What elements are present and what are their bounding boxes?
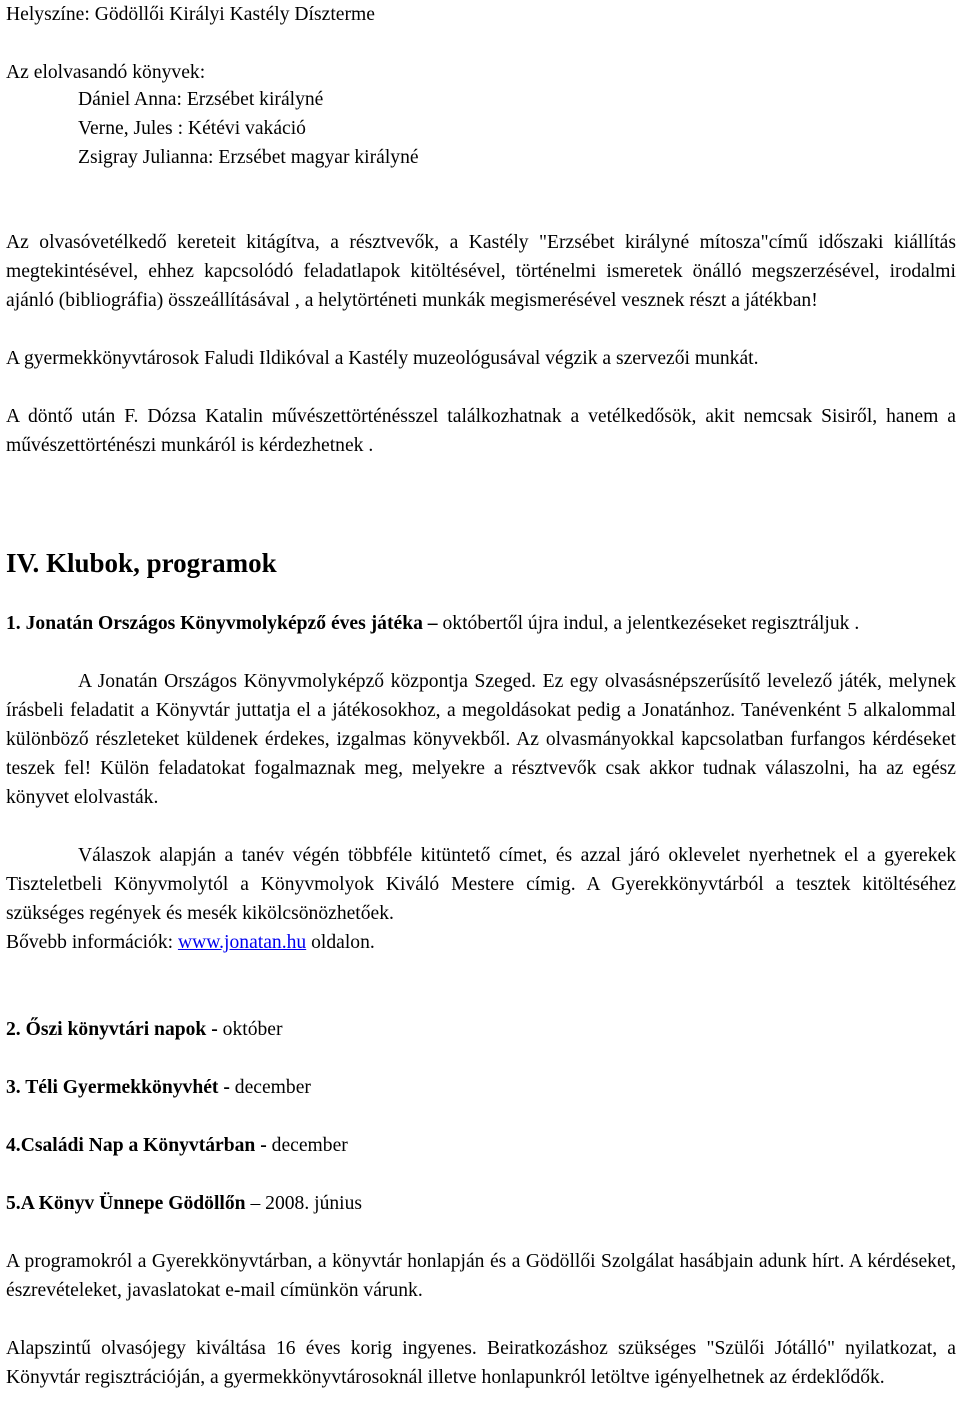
program-title: 2. Őszi könyvtári napok -: [6, 1019, 218, 1040]
program-date: december: [266, 1135, 348, 1156]
announcement-paragraph: A programokról a Gyerekkönyvtárban, a könyvtár honlapján és a Gödöllői Szolgálat hasábjain adunk hírt. A kérdéseket, észrevételeket, javaslatokat e-mail címünkön várunk.: [6, 1251, 956, 1301]
more-info-line: [6, 928, 956, 957]
program-item-winter-week: [6, 1073, 956, 1102]
final-paragraph: A döntő után F. Dózsa Katalin művészettörténésszel találkozhatnak a vetélkedősök, akit nemcsak Sisiről, hanem a művészettörténészi munkáról is kérdezhetnek .: [6, 406, 956, 456]
jonatan-website-link[interactable]: www.jonatan.hu: [177, 932, 307, 953]
program-date: – 2008. június: [245, 1193, 363, 1214]
jonatan-paragraph-1: A Jonatán Országos Könyvmolyképző központja Szeged. Ez egy olvasásnépszerűsítő levelező játék, melynek írásbeli feladatit a Könyvtár juttatja el a játékosokhoz, a megoldásokat pedig a Jonatánhoz. Tanévenként 5 alkalommal különböző részleteket küldenek érdekes, izgalmas könyvekből. Az olvasmányokkal kapcsolatban furfangos kérdéseket teszek fel! Külön feladatokat fogalmaznak meg, melyekre a résztvevők csak akkor tudnak válaszolni, ha az egész könyvet elolvasták.: [6, 671, 956, 808]
book-item: Dániel Anna: Erzsébet királyné: [78, 89, 324, 110]
program-date: október: [217, 1019, 283, 1040]
contest-description: Az olvasóvetélkedő kereteit kitágítva, a résztvevők, a Kastély "Erzsébet királyné mítosza"című időszaki kiállítás megtekintésével, ehhez kapcsolódó feladatlapok kitöltésével, történelmi ismeretek önálló megszerzésével, irodalmi ajánló (bibliográfia) összeállításával , a helytörténeti munkák megismerésével vesznek részt a játékban!: [6, 232, 956, 311]
program-title: 5.A Könyv Ünnepe Gödöllőn: [6, 1193, 246, 1214]
more-info-suffix: oldalon.: [306, 932, 375, 953]
library-card-paragraph: Alapszintű olvasójegy kiváltása 16 éves korig ingyenes. Beiratkozáshoz szükséges "Szülői Jótálló" nyilatkozat, a Könyvtár regisztrációján, a gyermekkönyvtárosoknál illetve honlapunkról letöltve igényelhetnek az érdeklődők.: [6, 1338, 956, 1388]
organizers-paragraph: A gyermekkönyvtárosok Faludi Ildikóval a Kastély muzeológusával végzik a szervezői munkát.: [6, 348, 759, 369]
program-title: 4.Családi Nap a Könyvtárban -: [6, 1135, 267, 1156]
section-heading: IV. Klubok, programok: [6, 548, 277, 578]
venue-line: Helyszíne: Gödöllői Királyi Kastély Díszterme: [6, 4, 375, 25]
more-info-prefix: Bővebb információk:: [6, 932, 178, 953]
jonatan-title-rest: októbertől újra indul, a jelentkezéseket regisztráljuk .: [437, 613, 860, 634]
jonatan-paragraph-2: Válaszok alapján a tanév végén többféle kitüntető címet, és azzal járó oklevelet nyerhetnek el a gyerekek Tiszteletbeli Könyvmolytól a Könyvmolyok Kiváló Mestere címig. A Gyerekkönyvtárból a tesztek kitöltéséhez szükséges regények és mesék kikölcsönözhetőek.: [6, 845, 956, 924]
program-item-autumn-days: [6, 1015, 956, 1044]
jonatan-title-bold: 1. Jonatán Országos Könyvmolyképző éves játéka –: [6, 613, 438, 634]
books-label: Az elolvasandó könyvek:: [6, 62, 206, 83]
program-item-family-day: [6, 1131, 956, 1160]
program-title: 3. Téli Gyermekkönyvhét -: [6, 1077, 230, 1098]
jonatan-title: [6, 609, 956, 638]
book-item: Zsigray Julianna: Erzsébet magyar királyné: [78, 147, 419, 168]
program-item-book-festival: [6, 1189, 956, 1218]
book-item: Verne, Jules : Kétévi vakáció: [78, 118, 306, 139]
program-date: december: [229, 1077, 311, 1098]
